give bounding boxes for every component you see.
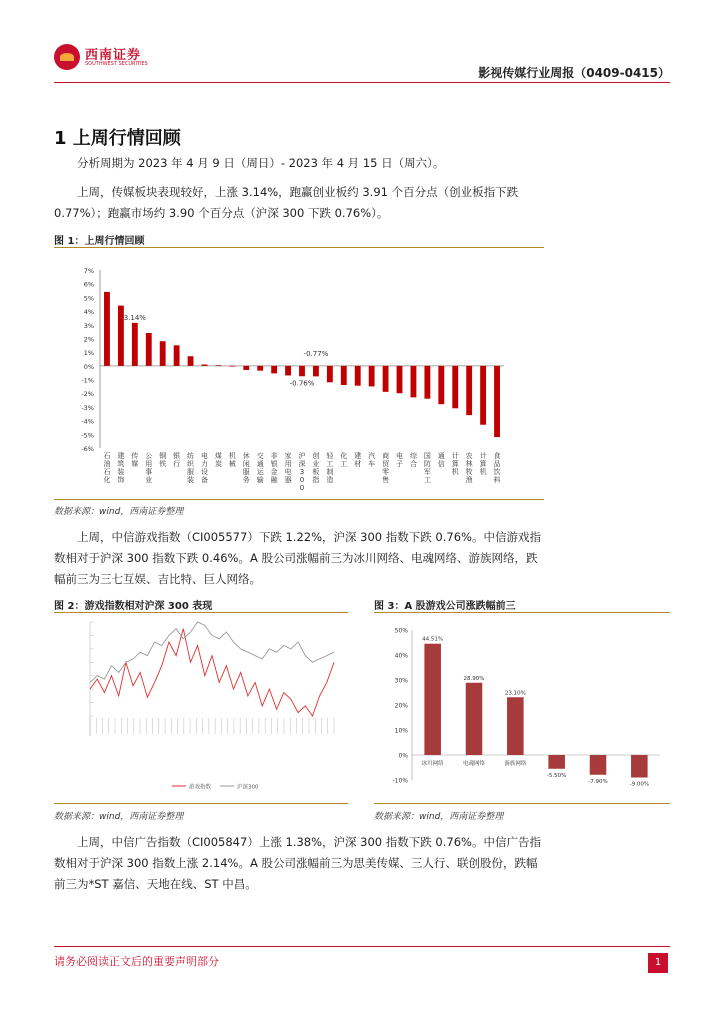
y-tick-label: -3% — [81, 403, 94, 412]
x-tick-label: 食品饮料 — [493, 452, 501, 484]
bar — [202, 364, 208, 365]
figure-3-bottom-rule — [374, 803, 670, 804]
legend-label: 游戏指数 — [189, 784, 212, 791]
bar — [132, 323, 138, 366]
figure-2-source: 数据来源：wind，西南证券整理 — [54, 812, 184, 822]
page-number: 1 — [648, 953, 668, 973]
bar — [104, 292, 110, 366]
x-tick-label: 公用事业 — [145, 452, 153, 484]
data-label: 44.51% — [422, 636, 444, 643]
y-tick-label: 5% — [83, 294, 94, 303]
x-tick-label: 石油石化 — [103, 452, 111, 484]
y-tick-label: 6% — [83, 280, 94, 289]
bar — [174, 345, 180, 366]
y-tick-label: 3% — [83, 321, 94, 330]
x-tick-label: 电力设备 — [200, 452, 208, 484]
logo-emblem-icon — [54, 44, 80, 70]
y-tick-label: -5% — [81, 431, 94, 440]
y-tick-label: 50% — [394, 627, 408, 635]
y-tick-label: 4% — [83, 308, 94, 317]
y-tick-label: 10% — [394, 727, 408, 735]
bar — [271, 366, 277, 374]
data-label: -0.77% — [303, 349, 329, 358]
bar — [548, 755, 565, 769]
x-tick-label: 商贸零售 — [382, 452, 390, 484]
bar — [424, 366, 430, 399]
x-tick-label: 机械 — [228, 452, 236, 468]
data-label: -7.90% — [588, 778, 608, 785]
series-line — [90, 629, 334, 716]
x-tick-label: 通信 — [437, 452, 445, 468]
y-tick-label: 0% — [83, 362, 94, 371]
bar — [146, 333, 152, 366]
figure-3-top-rule — [374, 612, 670, 613]
x-tick-label: 农林牧渔 — [465, 452, 473, 484]
bar — [188, 356, 194, 366]
x-tick-label: 综合 — [409, 452, 417, 468]
bar — [215, 365, 221, 366]
x-tick-label: 冰川网络 — [421, 761, 444, 767]
data-label: 23.10% — [504, 690, 526, 697]
paragraph-summary: 上周，传媒板块表现较好，上涨 3.14%，跑赢创业板约 3.91 个百分点（创业板指下跌 0.77%）；跑赢市场约 3.90 个百分点（沪深 300 下跌 0.76%）。 — [54, 185, 519, 220]
x-tick-label: 汽车 — [368, 452, 376, 468]
x-tick-label: 交通运输 — [256, 452, 264, 484]
bar — [369, 366, 375, 387]
x-tick-label: 休闲服务 — [242, 452, 250, 484]
bar — [313, 366, 319, 377]
figure-3-title: 图 3：A 股游戏公司涨跌幅前三 — [374, 601, 516, 612]
y-tick-label: 30% — [394, 677, 408, 685]
x-tick-label: 非银金融 — [270, 452, 278, 484]
data-label: -9.00% — [629, 781, 650, 788]
y-tick-label: 0% — [398, 752, 408, 760]
figure-1-title: 图 1：上周行情回顾 — [54, 236, 145, 247]
bar — [355, 366, 361, 386]
y-tick-label: 20% — [394, 702, 408, 710]
bar — [466, 366, 472, 415]
bar — [299, 366, 305, 376]
bar — [229, 366, 235, 367]
paragraph-ad-index: 上周，中信广告指数（CI005847）上涨 1.38%，沪深 300 指数下跌 0.76%。中信广告指数相对于沪深 300 指数上涨 2.14%。A 股公司涨幅前三为思美传媒、三人行、联创股份，跌幅前三为*ST 嘉信、天地在线、ST 中昌。 — [54, 835, 541, 891]
x-tick-label: 游族网络 — [504, 761, 527, 767]
x-tick-label: 家用电器 — [284, 452, 292, 484]
data-label: -5.50% — [546, 772, 567, 779]
bar — [452, 366, 458, 408]
y-tick-label: 2% — [83, 335, 94, 344]
bar — [383, 366, 389, 392]
y-tick-label: -2% — [81, 390, 94, 399]
bar — [590, 755, 607, 775]
x-tick-label: 化工 — [340, 452, 348, 468]
bar — [257, 366, 263, 371]
series-line — [90, 622, 334, 682]
x-tick-label: 传媒 — [131, 452, 139, 468]
x-tick-label: 电子 — [396, 452, 404, 468]
data-label: -0.76% — [289, 379, 315, 388]
game-index-line-chart — [54, 616, 348, 800]
figure-2-title: 图 2：游戏指数相对沪深 300 表现 — [54, 601, 213, 612]
bar — [466, 683, 483, 755]
x-tick-label: 国防军工 — [423, 452, 431, 484]
legend-label: 沪深300 — [237, 784, 259, 791]
x-tick-label: 钢铁 — [159, 452, 167, 468]
y-tick-label: -10% — [392, 777, 408, 785]
x-tick-label: 建筑装饰 — [117, 452, 125, 484]
bar — [243, 366, 249, 370]
bar — [438, 366, 444, 404]
y-tick-label: 40% — [394, 652, 408, 660]
bar — [341, 366, 347, 385]
y-tick-label: -1% — [81, 376, 94, 385]
x-tick-label: 沪深 3 0 0 — [298, 452, 306, 492]
brand-logo — [54, 44, 164, 74]
figure-1-top-rule — [54, 247, 544, 248]
data-label: 28.90% — [463, 675, 485, 682]
x-tick-label: 建材 — [354, 452, 362, 468]
game-stocks-bar-chart — [374, 618, 670, 800]
y-tick-label: -6% — [81, 445, 94, 453]
figure-2-bottom-rule — [54, 803, 348, 804]
figure-1-source: 数据来源：wind，西南证券整理 — [54, 507, 184, 517]
bar — [494, 366, 500, 437]
y-tick-label: 7% — [83, 267, 94, 275]
figure-1-bottom-rule — [54, 499, 544, 500]
x-tick-label: 创业板指 — [312, 452, 320, 484]
data-label: 3.14% — [123, 313, 146, 322]
x-tick-label: 纺织服装 — [187, 452, 195, 484]
x-tick-label: 轻工制造 — [326, 452, 334, 484]
bar — [327, 366, 333, 382]
footer-disclaimer: 请务必阅读正文后的重要声明部分 — [54, 955, 219, 968]
brand-name-en: SOUTHWEST SECURITIES — [85, 61, 148, 67]
industry-weekly-bar-chart — [54, 258, 544, 498]
figure-3-source: 数据来源：wind，西南证券整理 — [374, 812, 504, 822]
bar — [397, 366, 403, 393]
x-tick-label: 银行 — [173, 452, 181, 468]
paragraph-period: 分析周期为 2023 年 4 月 9 日（周日）- 2023 年 4 月 15 日（周六）。 — [77, 156, 445, 170]
x-tick-label: 计算机 — [451, 452, 459, 476]
bar — [631, 755, 648, 778]
section-title: 1 上周行情回顾 — [54, 128, 181, 149]
bar — [160, 341, 166, 366]
x-tick-label: 电魂网络 — [462, 761, 486, 767]
header-divider — [54, 82, 670, 83]
bar — [285, 366, 291, 376]
report-title: 影视传媒行业周报（0409-0415） — [478, 66, 670, 80]
bar — [411, 366, 417, 397]
brand-name-cn: 西南证券 — [85, 48, 142, 63]
y-tick-label: 1% — [83, 349, 94, 358]
bar — [424, 644, 441, 755]
paragraph-game-index: 上周，中信游戏指数（CI005577）下跌 1.22%，沪深 300 指数下跌 0.76%。中信游戏指数相对于沪深 300 指数下跌 0.46%。A 股公司涨幅前三为冰川网络、电魂网络、游族网络，跌幅前三为三七互娱、吉比特、巨人网络。 — [54, 530, 541, 586]
bar — [480, 366, 486, 425]
x-tick-label: 煤炭 — [214, 452, 222, 468]
x-tick-label: 计算机 — [479, 452, 487, 476]
footer-divider — [54, 946, 670, 947]
y-tick-label: -4% — [81, 417, 94, 426]
bar — [507, 697, 524, 755]
figure-2-top-rule — [54, 612, 348, 613]
